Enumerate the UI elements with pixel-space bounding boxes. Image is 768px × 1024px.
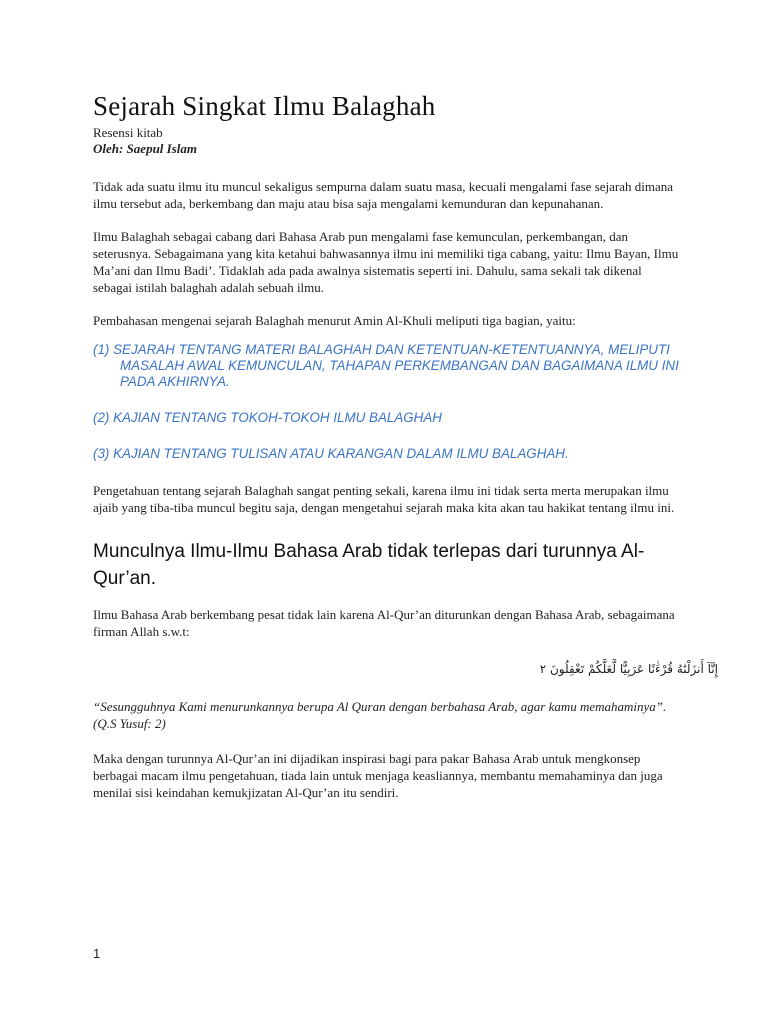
paragraph-bahasa-arab: Ilmu Bahasa Arab berkembang pesat tidak lain karena Al-Qur’an diturunkan dengan Bahasa Arab, sebagaimana firman Allah s.w.t: <box>93 607 675 639</box>
section-heading: Munculnya Ilmu-Ilmu Bahasa Arab tidak terlepas dari turunnya Al-Qur’an. <box>93 541 645 589</box>
paragraph-closing: Maka dengan turunnya Al-Qur’an ini dijadikan inspirasi bagi para pakar Bahasa Arab untuk mengkonsep berbagai macam ilmu pengetahuan, tiada lain untuk menjaga keasliannya, membantu memahaminya dan juga menilai sisi keindahan kemukjizatan Al-Qur’an itu sendiri. <box>93 751 663 800</box>
list-item: (3) KAJIAN TENTANG TULISAN ATAU KARANGAN DALAM ILMU BALAGHAH. <box>93 446 569 461</box>
document-title: Sejarah Singkat Ilmu Balaghah <box>93 91 436 121</box>
paragraph-pembahasan: Pembahasan mengenai sejarah Balaghah menurut Amin Al-Khuli meliputi tiga bagian, yaitu: <box>93 313 576 328</box>
list-item: (2) KAJIAN TENTANG TOKOH-TOKOH ILMU BALAGHAH <box>93 410 442 425</box>
arabic-verse: إِنَّآ أَنزَلْنَٰهُ قُرْءَٰنًا عَرَبِيًّا لَّعَلَّكُمْ تَعْقِلُونَ ٢ <box>539 662 718 676</box>
topic-list <box>93 342 683 462</box>
list-item: (1) SEJARAH TENTANG MATERI BALAGHAH DAN KETENTUAN-KETENTUANNYA, MELIPUTI MASALAH AWAL KEMUNCULAN, TAHAPAN PERKEMBANGAN DAN BAGAIMANA ILMU INI PADA AKHIRNYA. <box>93 342 679 389</box>
paragraph-pengetahuan: Pengetahuan tentang sejarah Balaghah sangat penting sekali, karena ilmu ini tidak serta merta merupakan ilmu ajaib yang tiba-tiba muncul begitu saja, dengan mengetahui sejarah maka kita akan tau hakikat tentang ilmu ini. <box>93 483 675 515</box>
document-page <box>93 88 718 801</box>
document-subtitle: Resensi kitab <box>93 125 163 140</box>
document-author: Oleh: Saepul Islam <box>93 141 198 156</box>
paragraph-intro: Tidak ada suatu ilmu itu muncul sekaligus sempurna dalam suatu masa, kecuali mengalami fase sejarah dimana ilmu tersebut ada, berkembang dan maju atau bisa saja mengalami kemunduran dan kepunahanan. <box>93 179 674 211</box>
paragraph-balaghah: Ilmu Balaghah sebagai cabang dari Bahasa Arab pun mengalami fase kemunculan, perkembangan, dan seterusnya. Sebagaimana yang kita ketahui bahwasannya ilmu ini memiliki tiga cabang, yaitu: Ilmu Bayan, Ilmu Ma’ani dan Ilmu Badi’. Tidaklah ada pada awalnya sistematis seperti ini. Dahulu, sama sekali tak dikenal sebagai istilah balaghah adalah sebuah ilmu. <box>93 229 679 295</box>
page-number: 1 <box>93 946 101 961</box>
verse-translation-quote: “Sesungguhnya Kami menurunkannya berupa Al Quran dengan berbahasa Arab, agar kamu memahaminya”. (Q.S Yusuf: 2) <box>93 699 667 731</box>
